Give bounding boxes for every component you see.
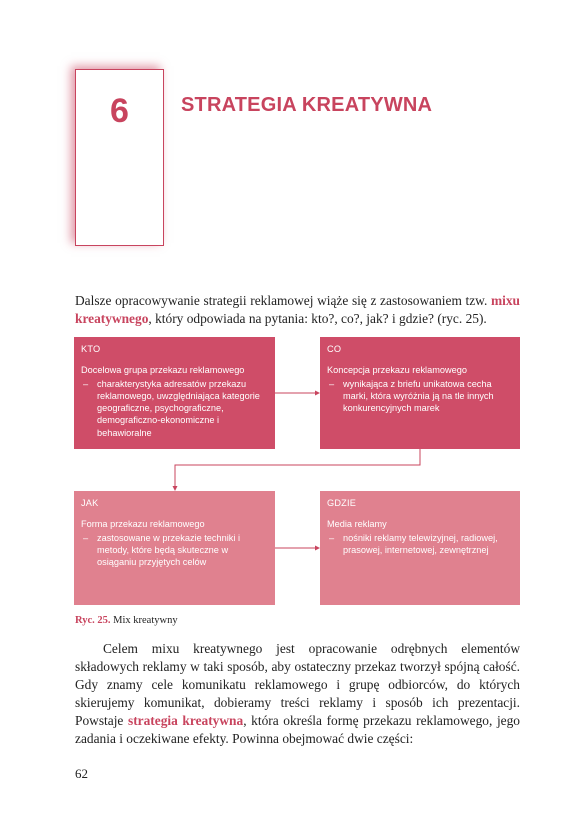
chapter-title: STRATEGIA KREATYWNA [181, 94, 433, 116]
box-heading: CO [327, 344, 342, 354]
diagram-box-jak [74, 491, 275, 605]
caption-text: Mix kreatywny [110, 615, 178, 626]
box-subheading: Media reklamy [327, 519, 387, 530]
list-item: – zastosowane w przekazie techniki i metody, które będą skuteczne w osiąganiu przyjętych celów [81, 532, 268, 569]
box-list [327, 378, 513, 415]
intro-highlight: mixu kreatywnego [75, 293, 520, 326]
page-number: 62 [75, 766, 88, 781]
intro-text-before: Dalsze opracowywanie strategii reklamowej wiąże się z zastosowaniem tzw. [75, 293, 491, 308]
box-list [327, 532, 513, 557]
body-paragraph [75, 640, 520, 748]
box-subheading: Forma przekazu reklamowego [81, 519, 205, 530]
box-list [81, 378, 268, 439]
chapter-number: 6 [110, 92, 129, 130]
caption-label: Ryc. 25. [75, 615, 111, 626]
diagram-box-kto [74, 337, 275, 449]
intro-text-after: , który odpowiada na pytania: kto?, co?, jak? i gdzie? (ryc. 25). [148, 311, 487, 326]
intro-paragraph [75, 292, 520, 328]
diagram-box-co [320, 337, 520, 449]
box-heading: KTO [81, 344, 101, 354]
list-item: – wynikająca z briefu unikatowa cecha marki, która wyróżnia ją na tle innych konkurencyjnych marek [327, 378, 513, 415]
diagram-box-gdzie [320, 491, 520, 605]
arrow-co-jak [175, 449, 420, 489]
chapter-box [75, 69, 164, 246]
box-subheading: Docelowa grupa przekazu reklamowego [81, 365, 245, 376]
box-heading: GDZIE [327, 498, 357, 508]
figure-caption [75, 615, 178, 626]
body-text-part2: , która określa formę przekazu reklamowego, jego zadania i oczekiwane efekty. Powinna obejmować dwie części: [75, 713, 521, 746]
box-list [81, 532, 268, 569]
body-text-part1: Celem mixu kreatywnego jest opracowanie odrębnych elementów składowych reklamy w taki sposób, aby ostateczny przekaz tworzył spójną całość. Gdy znamy cele komunikatu reklamowego i grupę odbiorców, do których skierujemy komunikat, dobieramy treści reklamy i sposób ich prezentacji. Powstaje [75, 641, 520, 728]
body-highlight: strategia kreatywna [127, 713, 244, 728]
list-item: – nośniki reklamy telewizyjnej, radiowej, prasowej, internetowej, zewnętrznej [327, 532, 513, 557]
box-heading: JAK [81, 498, 99, 508]
list-item: – charakterystyka adresatów przekazu reklamowego, uwzględniająca kategorie geograficzne, psychograficzne, demograficzno-ekonomiczne i behawioralne [81, 378, 268, 439]
box-subheading: Koncepcja przekazu reklamowego [327, 365, 467, 376]
